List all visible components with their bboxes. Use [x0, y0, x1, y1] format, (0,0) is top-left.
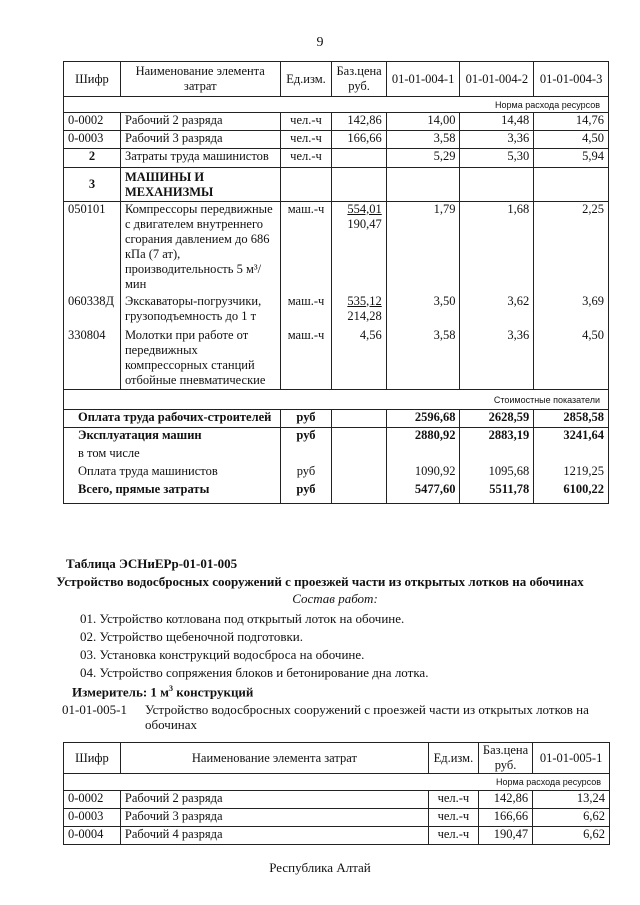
- work-item: 02. Устройство щебеночной подготовки.: [80, 629, 303, 644]
- table-row: 050101 Компрессоры передвижные с двигателем внутреннего сгорания давлением до 686 кПа (7 ат), производительность 5 м³/мин маш.-ч 554,01 190,47 1,79 1,68 2,25: [64, 202, 609, 294]
- table-row: 0-0002 Рабочий 2 разряда чел.-ч 142,86 13,24: [64, 791, 610, 809]
- col-code-header: Шифр: [64, 62, 121, 97]
- col-3-header: 01-01-004-3: [534, 62, 609, 97]
- work-item: 01. Устройство котлована под открытый лоток на обочине.: [80, 611, 405, 626]
- cost-subheader: Стоимостные показатели: [64, 390, 609, 410]
- cost-row: Оплата труда машинистов руб 1090,92 1095,68 1219,25: [64, 464, 609, 482]
- col-price-header: Баз.цена руб.: [332, 62, 386, 97]
- table-row: 0-0002 Рабочий 2 разряда чел.-ч 142,86 14,00 14,48 14,76: [64, 113, 609, 131]
- norm-subheader: Норма расхода ресурсов: [64, 774, 610, 791]
- table-row: 0-0003 Рабочий 3 разряда чел.-ч 166,66 3,58 3,36 4,50: [64, 131, 609, 149]
- cost-row: в том числе: [64, 446, 609, 464]
- page-number: 9: [316, 35, 324, 50]
- table-header-row: [64, 743, 610, 774]
- machinist-labor-row: 2 Затраты труда машинистов чел.-ч 5,29 5,30 5,94: [64, 149, 609, 168]
- col-unit-header: Ед.изм.: [428, 743, 478, 774]
- work-item: 03. Установка конструкций водосброса на обочине.: [80, 647, 365, 662]
- table-header-row: [64, 62, 609, 97]
- col-name-header: Наименование элемента затрат: [120, 743, 428, 774]
- works-title: Состав работ:: [292, 591, 378, 606]
- resource-table-01-01-004: [63, 61, 609, 504]
- table-row: 060338Д Экскаваторы-погрузчики, грузоподъемность до 1 т маш.-ч 535,12 214,28 3,50 3,62 3,69: [64, 294, 609, 328]
- norm-subheader: Норма расхода ресурсов: [64, 97, 609, 113]
- cost-row: Оплата труда рабочих-строителей руб 2596,68 2628,59 2858,58: [64, 410, 609, 428]
- work-item: 04. Устройство сопряжения блоков и бетонирование дна лотка.: [80, 665, 429, 680]
- cost-row: Эксплуатация машин руб 2880,92 2883,19 3241,64: [64, 428, 609, 446]
- col-1-header: 01-01-004-1: [386, 62, 460, 97]
- table-title: Таблица ЭСНиЕРр-01-01-005: [66, 556, 238, 571]
- col-code-header: Шифр: [64, 743, 121, 774]
- resource-table-01-01-005: [63, 742, 610, 845]
- page-footer: Республика Алтай: [269, 860, 371, 875]
- section-heading: Устройство водосбросных сооружений с проезжей части из открытых лотков на обочинах: [56, 574, 584, 589]
- table-row: 330804 Молотки при работе от передвижных компрессорных станций отбойные пневматические маш.-ч 4,56 3,58 3,36 4,50: [64, 328, 609, 390]
- table-row: 0-0003 Рабочий 3 разряда чел.-ч 166,66 6,62: [64, 809, 610, 827]
- col-1-header: 01-01-005-1: [533, 743, 610, 774]
- col-unit-header: Ед.изм.: [280, 62, 332, 97]
- meter-line: Измеритель: 1 $м^3$ конструкций: [72, 684, 254, 700]
- col-name-header: Наименование элемента затрат: [120, 62, 280, 97]
- item-code: 01-01-005-1: [62, 702, 127, 717]
- cost-row: Всего, прямые затраты руб 5477,60 5511,78 6100,22: [64, 482, 609, 504]
- table-row: 0-0004 Рабочий 4 разряда чел.-ч 190,47 6,62: [64, 827, 610, 845]
- machines-section-header: 3 МАШИНЫ И МЕХАНИЗМЫ: [64, 168, 609, 202]
- machine-name-compressor: Компрессоры передвижные с двигателем внутреннего сгорания давлением до 686 кПа (7 ат), производительность 5 м³/мин: [124, 202, 273, 291]
- col-price-header: Баз.цена руб.: [478, 743, 532, 774]
- col-2-header: 01-01-004-2: [460, 62, 534, 97]
- item-description: Устройство водосбросных сооружений с проезжей части из открытых лотков на обочинах: [145, 702, 589, 732]
